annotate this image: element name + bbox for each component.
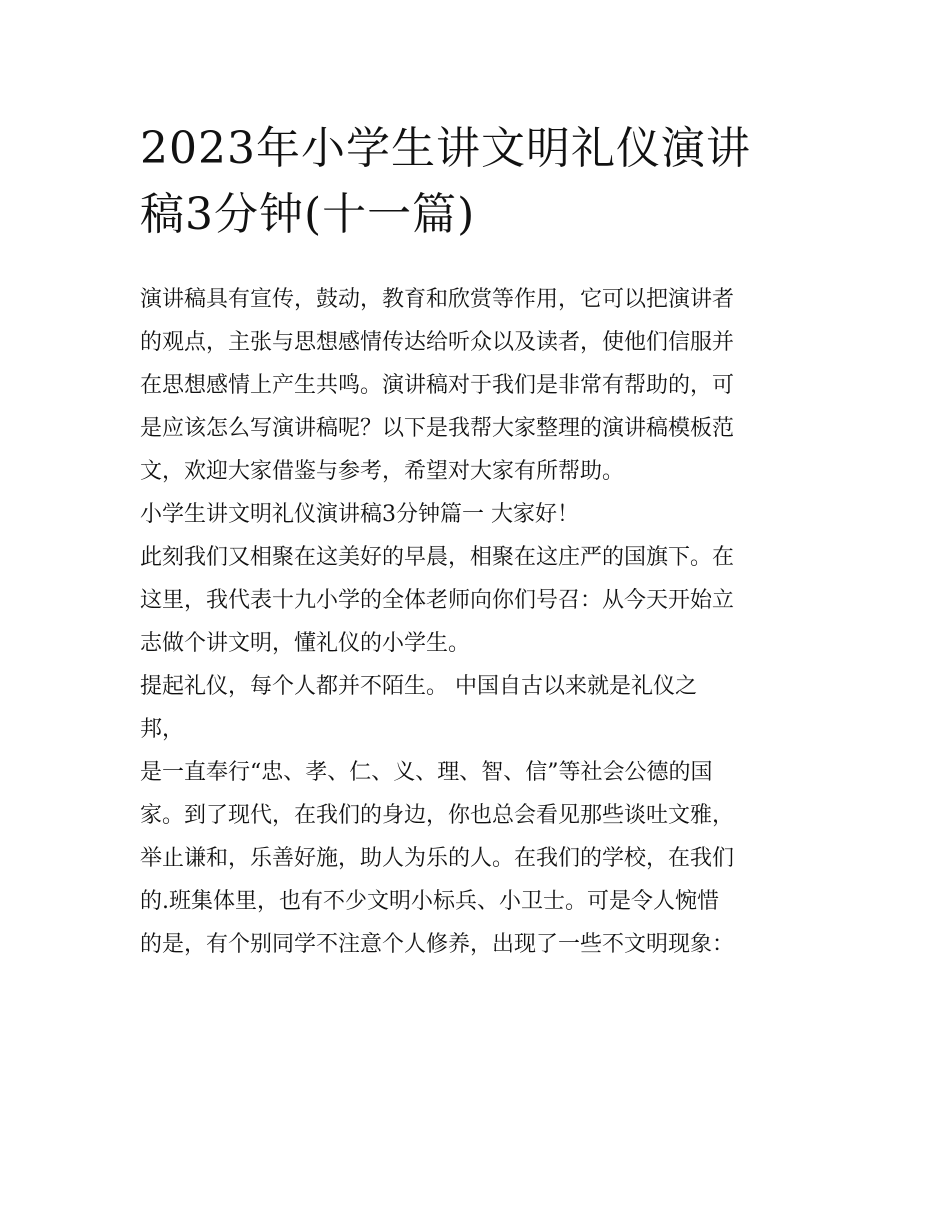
text-line: 的观点，主张与思想感情传达给听众以及读者，使他们信服并	[140, 330, 735, 355]
text-line: 是一直奉行“忠、孝、仁、义、理、智、信”等社会公德的国	[140, 760, 713, 785]
paragraph	[140, 665, 820, 751]
paragraph-intro	[140, 278, 820, 493]
title-line: 2023年小学生讲文明礼仪演讲	[140, 123, 751, 174]
text-line: 这里，我代表十九小学的全体老师向你们号召：从今天开始立	[140, 588, 735, 613]
text-line: 提起礼仪，每个人都并不陌生。 中国自古以来就是礼仪之	[140, 674, 697, 699]
text-line: 演讲稿具有宣传，鼓动，教育和欣赏等作用，它可以把演讲者	[140, 287, 735, 312]
paragraph	[140, 751, 820, 966]
title-line: 稿3分钟(十一篇)	[140, 189, 476, 240]
text-line: 在思想感情上产生共鸣。演讲稿对于我们是非常有帮助的，可	[140, 373, 735, 398]
text-line: 小学生讲文明礼仪演讲稿3分钟篇一 大家好！	[140, 502, 579, 527]
text-line: 此刻我们又相聚在这美好的早晨，相聚在这庄严的国旗下。在	[140, 545, 735, 570]
text-line: 家。到了现代，在我们的身边，你也总会看见那些谈吐文雅，	[140, 803, 735, 828]
document-body	[140, 278, 820, 966]
text-line: 是应该怎么写演讲稿呢？以下是我帮大家整理的演讲稿模板范	[140, 416, 735, 441]
paragraph-section-heading	[140, 493, 820, 536]
text-line: 的是，有个别同学不注意个人修养，出现了一些不文明现象：	[140, 932, 735, 957]
text-line: 文，欢迎大家借鉴与参考，希望对大家有所帮助。	[140, 459, 625, 484]
text-line: 邦，	[140, 717, 185, 742]
text-line: 的.班集体里，也有不少文明小标兵、小卫士。可是令人惋惜	[140, 889, 719, 914]
paragraph	[140, 536, 820, 665]
document-title	[140, 116, 820, 248]
text-line: 举止谦和，乐善好施，助人为乐的人。在我们的学校，在我们	[140, 846, 735, 871]
text-line: 志做个讲文明，懂礼仪的小学生。	[140, 631, 471, 656]
